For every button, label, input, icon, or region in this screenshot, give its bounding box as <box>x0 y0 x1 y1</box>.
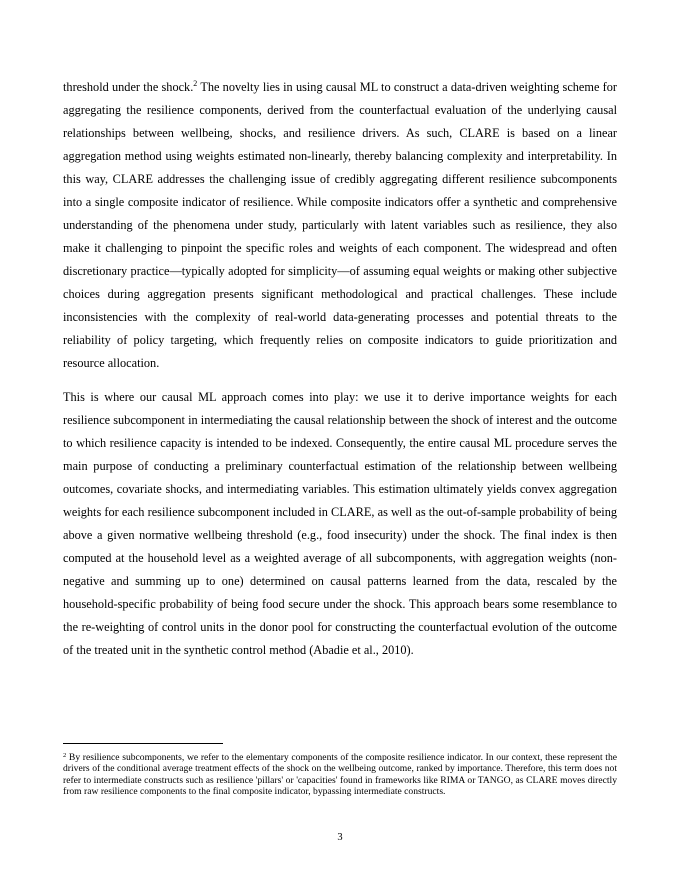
footnote-text: By resilience subcomponents, we refer to the elementary components of the composite resilience indicator. In our context, these represent the drivers of the conditional average treatment effects of the shock on the wellbeing outcome, ranked by importance. Therefore, this term does not refer to intermediate constructs such as resilience 'pillars' or 'capacities' found in frameworks like RIMA or TANGO, as CLARE moves directly from raw resilience components to the final composite indicator, bypassing intermediate constructs. <box>63 752 617 797</box>
footnote-separator <box>63 743 223 744</box>
footnote-reference[interactable]: 2 <box>193 79 198 88</box>
footnote-marker: 2 <box>63 752 67 759</box>
paragraph-1-lead: threshold under the shock. <box>63 80 194 94</box>
main-text <box>63 76 617 662</box>
footnote <box>63 752 617 797</box>
page-number: 3 <box>337 832 343 843</box>
paragraph-1-text: The novelty lies in using causal ML to construct a data-driven weighting scheme for aggregating the resilience components, derived from the counterfactual evaluation of the underlying causal relationships between wellbeing, shocks, and resilience drivers. As such, CLARE is based on a linear aggregation method using weights estimated non-linearly, thereby balancing complexity and interpretability. In this way, CLARE addresses the challenging issue of credibly aggregating different resilience subcomponents into a single composite indicator of resilience. While composite indicators offer a synthetic and comprehensive understanding of the phenomena under study, particularly with latent variables such as resilience, they also make it challenging to pinpoint the specific roles and weights of each component. The widespread and often discretionary practice—typically adopted for simplicity—of assuming equal weights or making other subjective choices during aggregation presents significant methodological and practical challenges. These include inconsistencies with the complexity of real-world data-generating processes and potential threats to the reliability of policy targeting, which frequently relies on composite indicators to guide prioritization and resource allocation. <box>63 80 617 370</box>
paragraph-2: This is where our causal ML approach comes into play: we use it to derive importance weights for each resilience subcomponent in intermediating the causal relationship between the shock of interest and the outcome to which resilience capacity is intended to be indexed. Consequently, the entire causal ML procedure serves the main purpose of conducting a preliminary counterfactual estimation of the relationship between wellbeing outcomes, covariate shocks, and intermediating variables. This estimation ultimately yields convex aggregation weights for each resilience subcomponent included in CLARE, as well as the out-of-sample probability of being above a given normative wellbeing threshold (e.g., food insecurity) under the shock. The final index is then computed at the household level as a weighted average of all subcomponents, with aggregation weights (non-negative and summing up to one) determined on causal patterns learned from the data, rescaled by the household-specific probability of being food secure under the shock. This approach bears some resemblance to the re-weighting of control units in the donor pool for constructing the counterfactual evolution of the outcome of the treated unit in the synthetic control method (Abadie et al., 2010). <box>63 390 617 657</box>
paragraph-1 <box>63 76 617 375</box>
